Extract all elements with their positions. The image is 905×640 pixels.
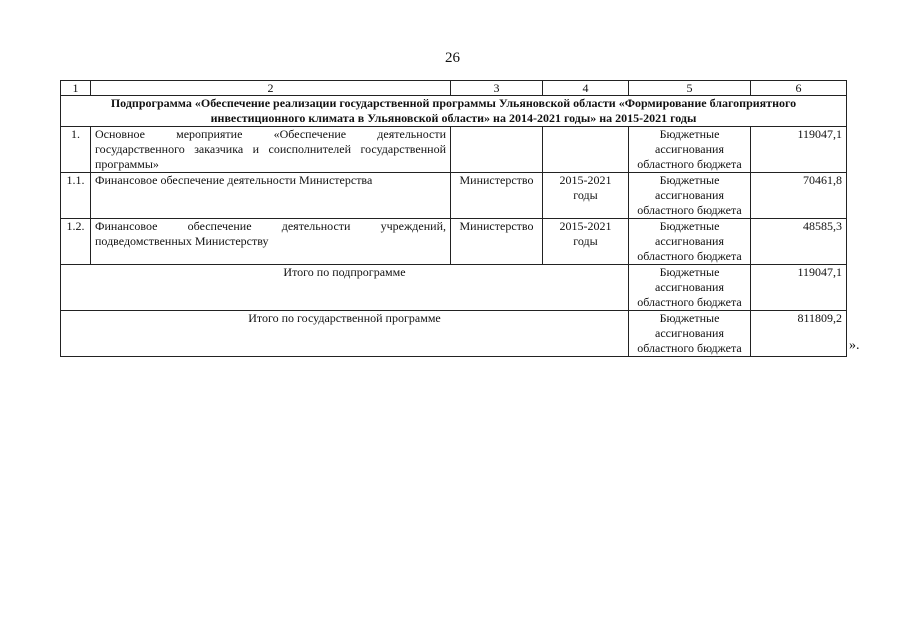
executor: [451, 127, 543, 173]
subprogram-title: Подпрограмма «Обеспечение реализации государственной программы Ульяновской области «Формирование благоприятного инвестиционного климата в Ульяновской области» на 2014-2021 годы» на 2015-2021 годы: [61, 96, 847, 127]
funding-source: Бюджетные ассигнования областного бюджета: [629, 127, 751, 173]
executor: Министерство: [451, 219, 543, 265]
column-number: 5: [629, 81, 751, 96]
program-total-row: [61, 311, 847, 357]
column-number: 1: [61, 81, 91, 96]
total-label: Итого по государственной программе: [61, 311, 629, 357]
funding-source: Бюджетные ассигнования областного бюджета: [629, 219, 751, 265]
period: [543, 127, 629, 173]
total-label: Итого по подпрограмме: [61, 265, 629, 311]
table-row: [61, 173, 847, 219]
row-number: 1.2.: [61, 219, 91, 265]
measure-name: Финансовое обеспечение деятельности Министерства: [91, 173, 451, 219]
funding-source: Бюджетные ассигнования областного бюджета: [629, 265, 751, 311]
row-number: 1.1.: [61, 173, 91, 219]
period: 2015-2021 годы: [543, 173, 629, 219]
column-number: 3: [451, 81, 543, 96]
total-amount: 811809,2: [751, 311, 847, 357]
funding-source: Бюджетные ассигнования областного бюджета: [629, 173, 751, 219]
measure-name: Основное мероприятие «Обеспечение деятельности государственного заказчика и соисполнителей государственной программы»: [91, 127, 451, 173]
funding-table: [60, 80, 847, 357]
table-row: [61, 219, 847, 265]
table-row: [61, 127, 847, 173]
column-number: 2: [91, 81, 451, 96]
amount: 119047,1: [751, 127, 847, 173]
subprogram-total-row: [61, 265, 847, 311]
funding-source: Бюджетные ассигнования областного бюджета: [629, 311, 751, 357]
page-number: 26: [445, 50, 460, 66]
column-number: 4: [543, 81, 629, 96]
column-number: 6: [751, 81, 847, 96]
row-number: 1.: [61, 127, 91, 173]
total-amount: 119047,1: [751, 265, 847, 311]
measure-name: Финансовое обеспечение деятельности учреждений, подведомственных Министерству: [91, 219, 451, 265]
period: 2015-2021 годы: [543, 219, 629, 265]
amount: 70461,8: [751, 173, 847, 219]
amount: 48585,3: [751, 219, 847, 265]
closing-quote-mark: ».: [849, 338, 860, 353]
subprogram-title-row: [61, 96, 847, 127]
executor: Министерство: [451, 173, 543, 219]
column-number-row: [61, 81, 847, 96]
